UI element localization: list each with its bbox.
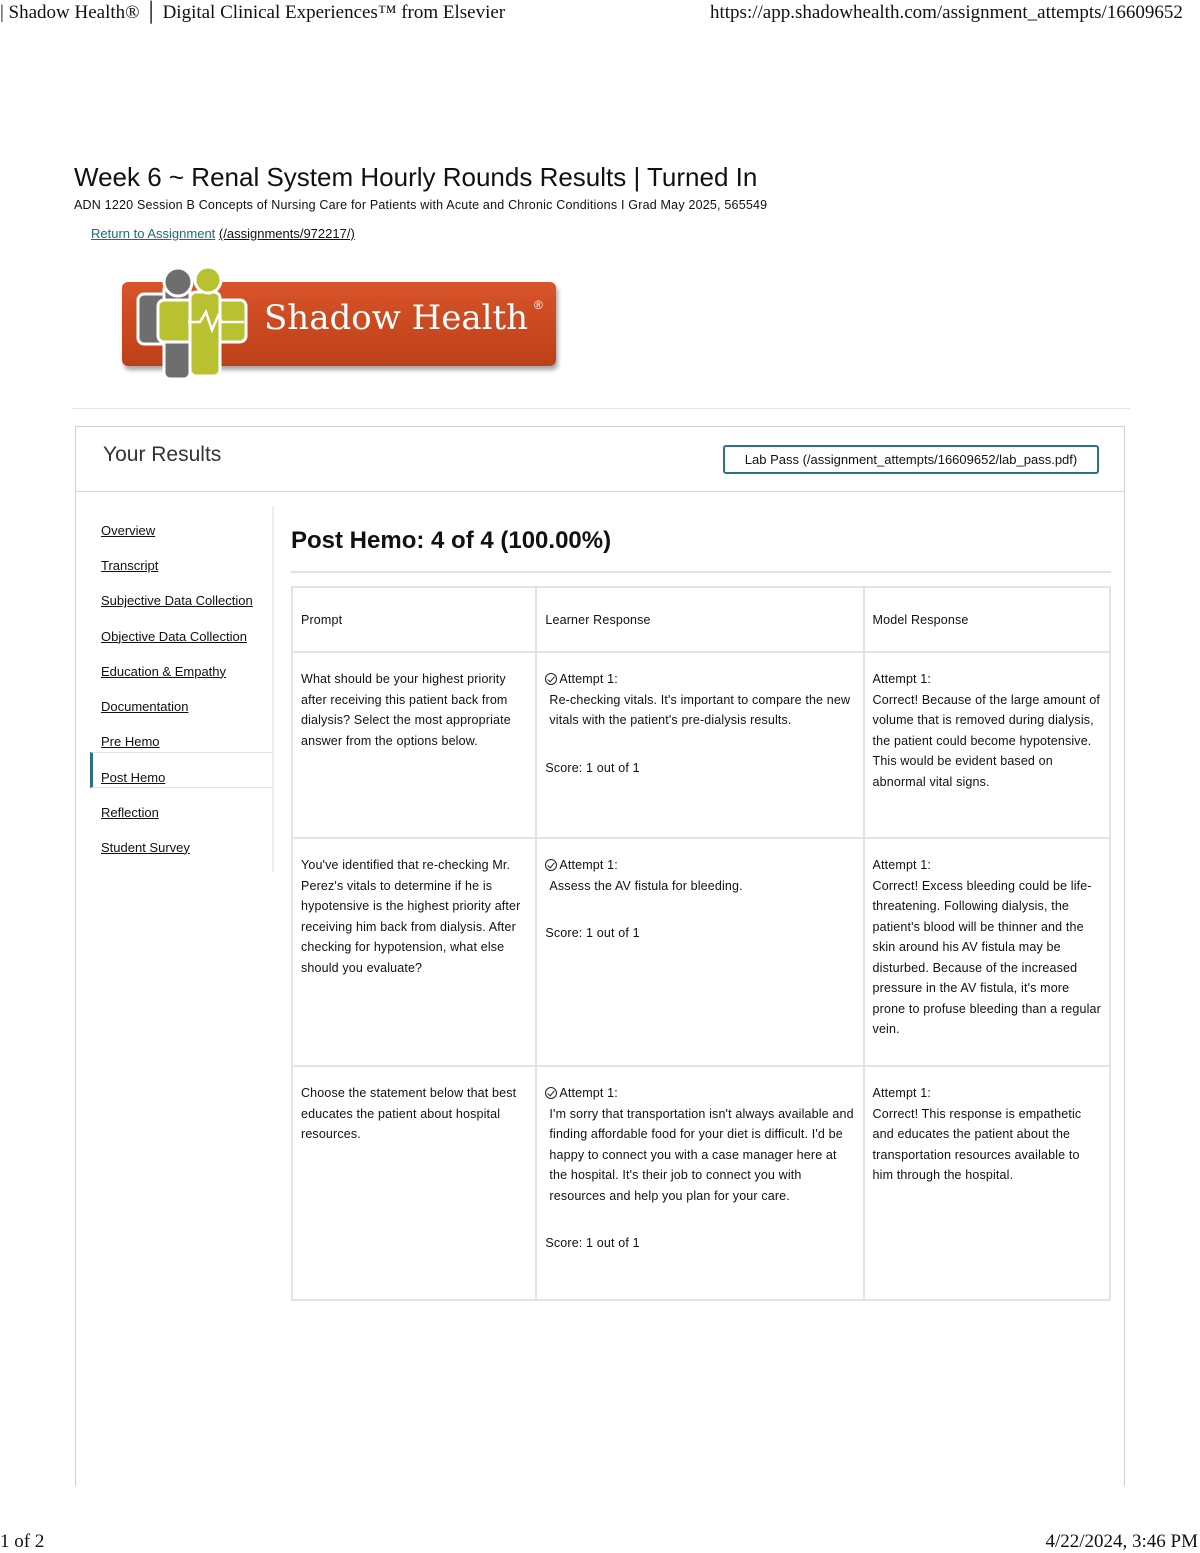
learner-response-text: Re-checking vitals. It's important to compare the new vitals with the patient's pre-dialysis results. <box>549 692 851 727</box>
course-subtitle: ADN 1220 Session B Concepts of Nursing Care for Patients with Acute and Chronic Conditions I Grad May 2025, 565549 <box>74 198 768 212</box>
model-response-text: Correct! This response is empathetic and educates the patient about the transportation resources available to him through the hospital. <box>872 1106 1082 1182</box>
prompt-cell: You've identified that re-checking Mr. Perez's vitals to determine if he is hypotensive is the highest priority after receiving him back from dialysis. After checking for hypotension, what else should you evaluate? <box>292 838 536 1066</box>
check-circle-icon <box>545 1087 557 1099</box>
results-sidebar-nav <box>90 506 274 872</box>
sidebar-item-pre-hemo[interactable]: Pre Hemo <box>101 734 160 750</box>
learner-response-cell <box>536 1066 863 1300</box>
table-row <box>292 652 1110 838</box>
results-panel <box>75 426 1125 1486</box>
print-header-title: | Shadow Health® │ Digital Clinical Experiences™ from Elsevier <box>0 2 506 23</box>
column-header-learner-response: Learner Response <box>536 587 863 652</box>
model-attempt-label: Attempt 1: <box>872 672 932 686</box>
print-footer <box>0 1531 1200 1553</box>
logo-text: Shadow Health <box>264 298 529 338</box>
check-circle-icon <box>545 673 557 685</box>
check-circle-icon <box>545 859 557 871</box>
model-response-cell <box>864 1066 1110 1300</box>
learner-response-text: Assess the AV fistula for bleeding. <box>549 878 743 893</box>
page-count: 1 of 2 <box>0 1531 45 1552</box>
lab-pass-button[interactable]: Lab Pass (/assignment_attempts/16609652/lab_pass.pdf) <box>723 445 1099 474</box>
page-title: Week 6 ~ Renal System Hourly Rounds Results | Turned In <box>74 162 758 192</box>
score-text: Score: 1 out of 1 <box>545 926 640 940</box>
score-text: Score: 1 out of 1 <box>545 760 640 775</box>
sidebar-item-post-hemo[interactable]: Post Hemo <box>90 752 272 787</box>
model-response-cell <box>864 838 1110 1066</box>
attempt-label: Attempt 1: <box>559 672 618 686</box>
results-header <box>76 427 1124 492</box>
attempt-label: Attempt 1: <box>559 858 618 872</box>
sidebar-item-student-survey[interactable]: Student Survey <box>101 839 190 855</box>
sidebar-item-education-empathy[interactable]: Education & Empathy <box>101 663 227 679</box>
logo-registered-mark: ® <box>534 298 543 312</box>
section-title: Post Hemo: 4 of 4 (100.00%) <box>291 527 612 554</box>
return-to-assignment-link[interactable]: Return to Assignment <box>91 226 216 241</box>
learner-response-text: I'm sorry that transportation isn't always available and finding affordable food for your diet is difficult. I'd be happy to connect you with a case manager here at the hospital. It's their job to connect you with resources and help you plan for your care. <box>549 1106 854 1203</box>
section-divider <box>291 571 1111 573</box>
prompt-cell: Choose the statement below that best educates the patient about hospital resources. <box>292 1066 536 1300</box>
print-header <box>0 2 1200 24</box>
model-response-cell <box>864 652 1110 838</box>
model-attempt-label: Attempt 1: <box>872 858 932 872</box>
results-table <box>291 586 1111 1301</box>
sidebar-item-objective-data-collection[interactable]: Objective Data Collection <box>101 628 247 644</box>
score-text: Score: 1 out of 1 <box>545 1236 640 1250</box>
model-attempt-label: Attempt 1: <box>872 1086 932 1100</box>
print-header-url: https://app.shadowhealth.com/assignment_attempts/16609652 <box>710 2 1183 23</box>
column-header-model-response: Model Response <box>864 587 1110 652</box>
sidebar-item-overview[interactable]: Overview <box>101 523 156 538</box>
learner-response-cell <box>536 838 863 1066</box>
model-response-text: Correct! Excess bleeding could be life-threatening. Following dialysis, the patient's blood will be thinner and the skin around his AV fistula may be disturbed. Because of the increased pressure in the AV fistula, it's more prone to profuse bleeding than a regular vein. <box>872 878 1101 1036</box>
learner-response-cell <box>536 652 863 838</box>
sidebar-item-transcript[interactable]: Transcript <box>101 558 159 574</box>
print-timestamp: 4/22/2024, 3:46 PM <box>1045 1531 1198 1552</box>
prompt-cell: What should be your highest priority after receiving this patient back from dialysis? Select the most appropriate answer from the options below. <box>292 652 536 838</box>
return-to-assignment-path: (/assignments/972217/) <box>218 226 355 241</box>
attempt-label: Attempt 1: <box>559 1086 618 1100</box>
shadow-health-logo <box>118 264 562 382</box>
return-to-assignment[interactable] <box>91 226 355 241</box>
sidebar-item-subjective-data-collection[interactable]: Subjective Data Collection <box>101 593 253 609</box>
model-response-text: Correct! Because of the large amount of volume that is removed during dialysis, the patient could become hypotensive. This would be evident based on abnormal vital signs. <box>872 692 1101 789</box>
table-row <box>292 838 1110 1066</box>
results-title: Your Results <box>103 443 222 466</box>
column-header-prompt: Prompt <box>292 587 536 652</box>
divider <box>72 408 1130 409</box>
sidebar-item-reflection[interactable]: Reflection <box>101 804 159 820</box>
nurse-figure-icon <box>118 264 268 382</box>
table-row <box>292 1066 1110 1300</box>
table-header-row <box>292 587 1110 652</box>
sidebar-item-documentation[interactable]: Documentation <box>101 698 189 714</box>
